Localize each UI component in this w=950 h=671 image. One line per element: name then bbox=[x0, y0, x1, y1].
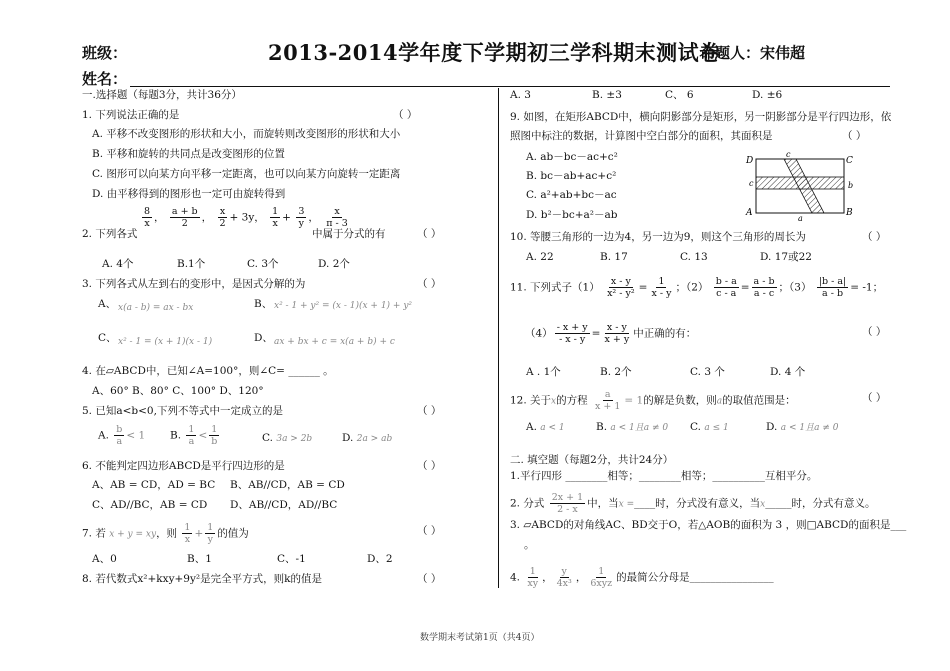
q8-answer-paren: （ ） bbox=[417, 573, 442, 585]
q8-option-c: C、 6 bbox=[665, 89, 694, 101]
q12-answer-paren: （ ） bbox=[862, 392, 887, 404]
q4-stem: 4. 在▱ABCD中，已知∠A=100°，则∠C= ______ 。 bbox=[82, 365, 334, 377]
name-underline bbox=[130, 86, 890, 87]
q1-stem: 1. 下列说法正确的是 bbox=[82, 109, 180, 121]
q1-option-c: C. 图形可以向某方向平移一定距离，也可以向某方向旋转一定距离 bbox=[92, 168, 401, 180]
q9-label-a: A bbox=[746, 208, 753, 218]
q3-stem: 3. 下列各式从左到右的变形中，是因式分解的为 bbox=[82, 278, 306, 290]
q2-option-b: B.1个 bbox=[177, 258, 206, 270]
q2-option-a: A. 4个 bbox=[102, 258, 134, 270]
q10-option-b: B. 17 bbox=[600, 251, 628, 263]
q3-option-d: D、 bbox=[254, 332, 273, 344]
q2-expression-list: $\frac{8}{x}$ ， $\frac{a + b}{2}$ ， $\frac{x}{2}$ + 3y， $\frac{1}{x}$ + $\frac{3}{y}$ ， $\frac{x}{\pi - 3}$ bbox=[144, 206, 348, 229]
q9-stem-line1: 9. 如图，在矩形ABCD中，横向阴影部分是矩形，另一阴影部分是平行四边形，依 bbox=[510, 111, 892, 123]
q9-label-a-side: a bbox=[798, 214, 803, 222]
q11-option-c: C. 3 个 bbox=[690, 366, 725, 378]
q1-answer-paren: （ ） bbox=[393, 109, 418, 121]
q7-answer-paren: （ ） bbox=[417, 525, 442, 537]
q10-option-c: C. 13 bbox=[680, 251, 708, 263]
q5-stem: 5. 已知a<b<0,下列不等式中一定成立的是 bbox=[82, 405, 283, 417]
q3-option-c-expr: x² - 1 = (x + 1)(x - 1) bbox=[118, 337, 213, 347]
q12-option-c: C. a ≤ 1 bbox=[690, 421, 729, 433]
q5-option-b: B. $\frac{1}{a}$ < $\frac{1}{b}$ bbox=[170, 424, 218, 447]
q11-answer-paren: （ ） bbox=[862, 326, 887, 338]
q7-option-b: B、1 bbox=[187, 553, 212, 565]
q11-option-b: B. 2个 bbox=[600, 366, 632, 378]
q5-option-a: A. $\frac{b}{a}$ < 1 bbox=[98, 424, 146, 447]
name-label: 姓名： bbox=[82, 70, 128, 88]
q9-label-c-top: c bbox=[786, 152, 791, 159]
q10-option-d: D. 17或22 bbox=[760, 251, 812, 263]
q12-option-a: A. a < 1 bbox=[526, 421, 565, 433]
q9-label-c: C bbox=[846, 156, 853, 166]
q9-label-b-side: b bbox=[848, 181, 854, 190]
fill-q3: 3. ▱ABCD的对角线AC、BD交于O，若△AOB的面积为 3 ，则□ABCD的面积是___ bbox=[510, 519, 907, 531]
q9-option-b: B. bc－ab+ac+c² bbox=[526, 170, 617, 182]
page-title: 2013-2014学年度下学期初三学科期末测试卷 bbox=[268, 40, 721, 65]
fill-q4: 4. $\frac{1}{xy}$ ， $\frac{y}{\text{4x³}}$ ， $\frac{1}{\text{6xyz}}$ 的最简公分母是________________ bbox=[510, 566, 774, 589]
q7-stem: 7. 若 x + y = xy，则 $\frac{1}{x}$ + $\frac{1}{y}$ 的值为 bbox=[82, 522, 249, 545]
q9-answer-paren: （ ） bbox=[842, 130, 867, 142]
q8-option-a: A. 3 bbox=[510, 89, 531, 101]
fill-q1: 1.平行四形 ________相等；________相等；__________互相平分。 bbox=[510, 470, 818, 482]
q1-option-b: B. 平移和旋转的共同点是改变图形的位置 bbox=[92, 148, 285, 160]
q5-option-c: C. 3a > 2b bbox=[262, 432, 313, 444]
q2-stem-post: 中属于分式的有 bbox=[312, 228, 386, 240]
q2-answer-paren: （ ） bbox=[417, 228, 442, 240]
q11-option-a: A . 1个 bbox=[526, 366, 561, 378]
q3-option-b: B、 bbox=[254, 298, 273, 310]
q9-label-c-left: c bbox=[749, 179, 754, 188]
q8-stem: 8. 若代数式x²+kxy+9y²是完全平方式，则k的值是 bbox=[82, 573, 322, 585]
q12-option-d: D. a < 1且a ≠ 0 bbox=[766, 421, 839, 433]
q8-option-d: D. ±6 bbox=[752, 89, 783, 101]
q6-answer-paren: （ ） bbox=[417, 460, 442, 472]
q2-stem: 2. 下列各式 bbox=[82, 228, 138, 240]
q3-option-a: A、 bbox=[98, 298, 117, 310]
fill-q2: 2. 分式 $\frac{2x + 1}{2 - x}$ 中，当x =____时，分式没有意义，当x_____时，分式有意义。 bbox=[510, 492, 876, 515]
q2-option-c: C. 3个 bbox=[247, 258, 279, 270]
q4-options: A、60° B、80° C、100° D、120° bbox=[92, 385, 264, 397]
q5-option-d: D. 2a > ab bbox=[342, 432, 393, 444]
q6-option-c: C、AD//BC，AB = CD bbox=[92, 499, 208, 511]
q10-option-a: A. 22 bbox=[526, 251, 554, 263]
fill-q3-end: 。 bbox=[524, 539, 535, 551]
class-label: 班级： bbox=[82, 44, 128, 62]
q7-option-c: C、-1 bbox=[277, 553, 306, 565]
section1-heading: 一.选择题（每题3分，共计36分） bbox=[82, 89, 242, 101]
q11-stem: 11. 下列式子（1） $\frac{x - y}{\text{x² - y²}}$ = $\frac{1}{x - y}$ ；（2） $\frac{b - a}{c - a}$ = $\frac{a - b}{a - c}$ ；（3） $\frac{|b - a|}{a - b}$ = -1； bbox=[510, 276, 884, 299]
q3-option-c: C、 bbox=[98, 332, 117, 344]
author-label: 命题人：宋伟超 bbox=[700, 44, 806, 62]
q9-stem-line2: 照图中标注的数据，计算图中空白部分的面积，其面积是 bbox=[510, 130, 773, 142]
q3-answer-paren: （ ） bbox=[417, 278, 442, 290]
q9-label-b: B bbox=[846, 208, 853, 218]
q3-option-a-expr: x(a - b) = ax - bx bbox=[118, 303, 194, 313]
q1-option-d: D. 由平移得到的图形也一定可由旋转得到 bbox=[92, 188, 286, 200]
q11-stem-part4: （4） $\frac{- x + y}{- x - y}$ = $\frac{x - y}{x + y}$ 中正确的有： bbox=[525, 322, 697, 345]
page-footer: 数学期末考试第1页（共4页） bbox=[420, 633, 540, 643]
q9-option-c: C. a²+ab+bc－ac bbox=[526, 189, 617, 201]
q10-stem: 10. 等腰三角形的一边为4，另一边为9，则这个三角形的周长为 bbox=[510, 231, 806, 243]
q5-answer-paren: （ ） bbox=[417, 405, 442, 417]
q9-rectangle-figure bbox=[742, 152, 857, 222]
q9-option-d: D. b²－bc+a²－ab bbox=[526, 209, 618, 221]
q2-option-d: D. 2个 bbox=[318, 258, 350, 270]
q6-option-a: A、AB = CD，AD = BC bbox=[92, 479, 216, 491]
q9-option-a: A. ab－bc－ac+c² bbox=[526, 151, 618, 163]
q8-option-b: B. ±3 bbox=[592, 89, 622, 101]
q12-stem: 12. 关于x的方程 $\frac{a}{x + 1}$ = 1的解是负数，则a的取值范围是： bbox=[510, 389, 796, 412]
q7-option-d: D、2 bbox=[367, 553, 393, 565]
q6-stem: 6. 不能判定四边形ABCD是平行四边形的是 bbox=[82, 460, 285, 472]
q9-label-d: D bbox=[746, 156, 754, 166]
q6-option-d: D、AB//CD，AD//BC bbox=[230, 499, 338, 511]
q12-option-b: B. a < 1且a ≠ 0 bbox=[596, 421, 669, 433]
column-divider bbox=[498, 88, 499, 588]
q6-option-b: B、AB//CD，AB = CD bbox=[230, 479, 345, 491]
q7-option-a: A、0 bbox=[92, 553, 117, 565]
q3-option-d-expr: ax + bx + c = x(a + b) + c bbox=[274, 337, 395, 347]
q1-option-a: A. 平移不改变图形的形状和大小，而旋转则改变图形的形状和大小 bbox=[92, 128, 401, 140]
q10-answer-paren: （ ） bbox=[862, 231, 887, 243]
q3-option-b-expr: x² - 1 + y² = (x - 1)(x + 1) + y² bbox=[274, 301, 413, 311]
section2-heading: 二. 填空题（每题2分，共计24分） bbox=[510, 454, 674, 466]
q11-option-d: D. 4 个 bbox=[770, 366, 806, 378]
